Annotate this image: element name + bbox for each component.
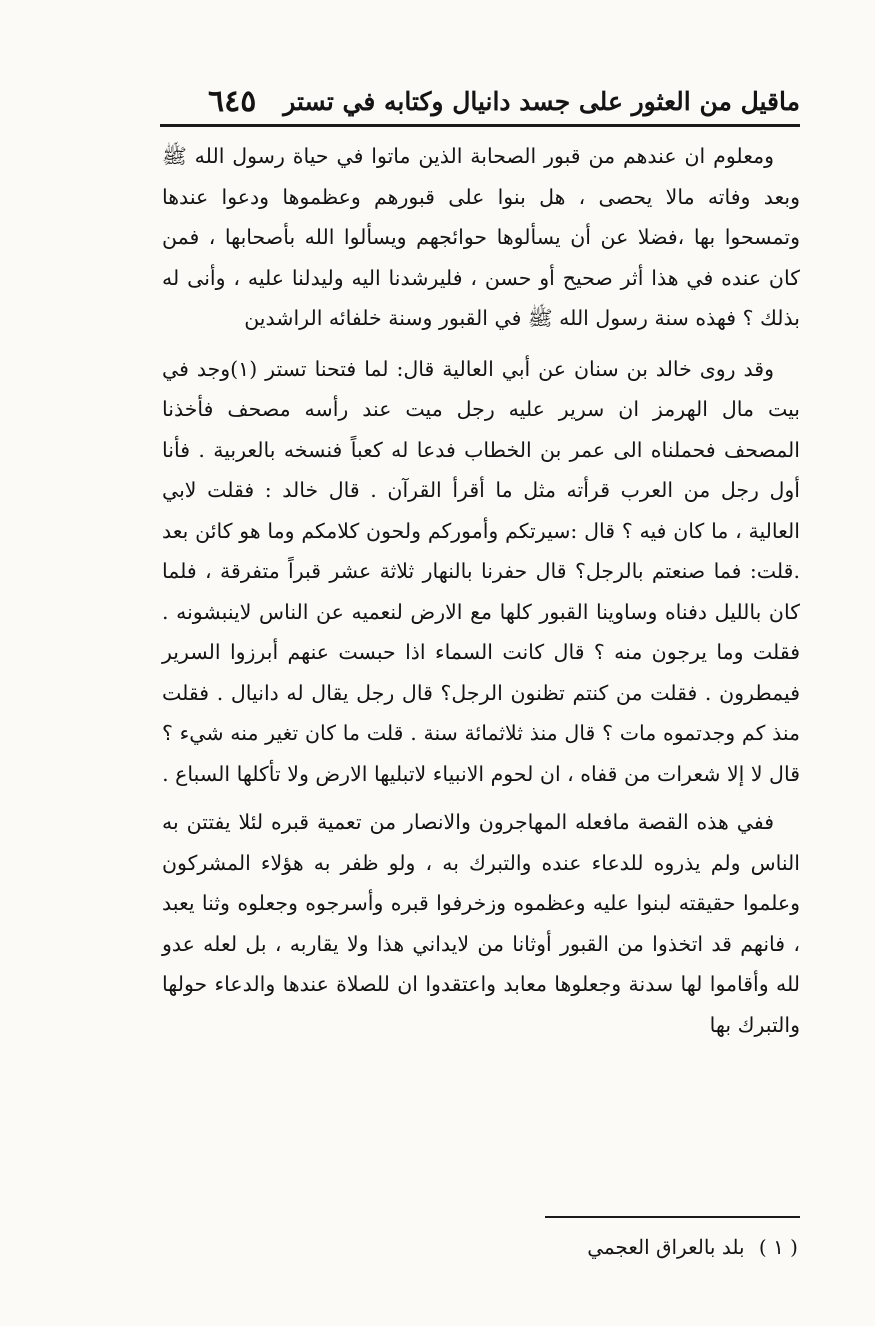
paragraph-3: ففي هذه القصة مافعله المهاجرون والانصار من تعمية قبره لئلا يفتتن به الناس ولم يذروه للدعاء عنده والتبرك به ، ولو ظفر به هؤلاء المشركون وعلموا حقيقته لبنوا عليه وعظموه وزخرفوا قبره وأسرجوه وجعلوه وثنا يعبد ، فانهم قد اتخذوا من القبور أوثانا من لايداني هذا ولا يقاربه ، بل لعله عدو لله وأقاموا لها سدنة وجعلوها معابد واعتقدوا ان للصلاة عندها والدعاء حولها والتبرك بها bbox=[162, 810, 800, 1037]
page-header bbox=[160, 76, 800, 122]
footnote-mark: ( ١ ) bbox=[758, 1235, 798, 1259]
paragraph-1: ومعلوم ان عندهم من قبور الصحابة الذين ماتوا في حياة رسول الله ﷺ وبعد وفاته مالا يحصى ، هل بنوا على قبورهم وعظموها ودعوا عندها وتمسحوا بها ،فضلا عن أن يسألوها حوائجهم ويسألوا الله بأصحابها ، فمن كان عنده في هذا أثر صحيح أو حسن ، فليرشدنا اليه وليدلنا عليه ، وأنى له بذلك ؟ فهذه سنة رسول الله ﷺ في القبور وسنة خلفائه الراشدين bbox=[162, 144, 800, 330]
body-text bbox=[162, 136, 800, 1055]
footnote-rule bbox=[545, 1216, 800, 1218]
header-rule bbox=[160, 124, 800, 127]
page-number: ٦٤٥ bbox=[208, 84, 257, 119]
running-title: ماقيل من العثور على جسد دانيال وكتابه في تستر bbox=[283, 87, 800, 116]
footnote-text: بلد بالعراق العجمي bbox=[587, 1235, 745, 1259]
paragraph-2: وقد روى خالد بن سنان عن أبي العالية قال: لما فتحنا تستر (١)وجد في بيت مال الهرمز ان سرير عليه رجل ميت عند رأسه مصحف فأخذنا المصحف فحملناه الى عمر بن الخطاب فدعا له كعباً فنسخه بالعربية . فأنا أول رجل من العرب قرأته مثل ما أقرأ القرآن . قال خالد : فقلت لابي العالية ، ما كان فيه ؟ قال :سيرتكم وأموركم ولحون كلامكم وما هو كائن بعد .قلت: فما صنعتم بالرجل؟ قال حفرنا بالنهار ثلاثة عشر قبراً متفرقة ، فلما كان بالليل دفناه وساوينا القبور كلها مع الارض لنعميه عن الناس لاينبشونه . فقلت وما يرجون منه ؟ قال كانت السماء اذا حبست عنهم أبرزوا السرير فيمطرون . فقلت من كنتم تظنون الرجل؟ قال رجل يقال له دانيال . فقلت منذ كم وجدتموه مات ؟ قال منذ ثلاثمائة سنة . قلت ما كان تغير منه شيء ؟ قال لا إلا شعرات من قفاه ، ان لحوم الانبياء لاتبليها الارض ولا تأكلها السباع . bbox=[162, 356, 800, 786]
footnote bbox=[420, 1230, 798, 1264]
